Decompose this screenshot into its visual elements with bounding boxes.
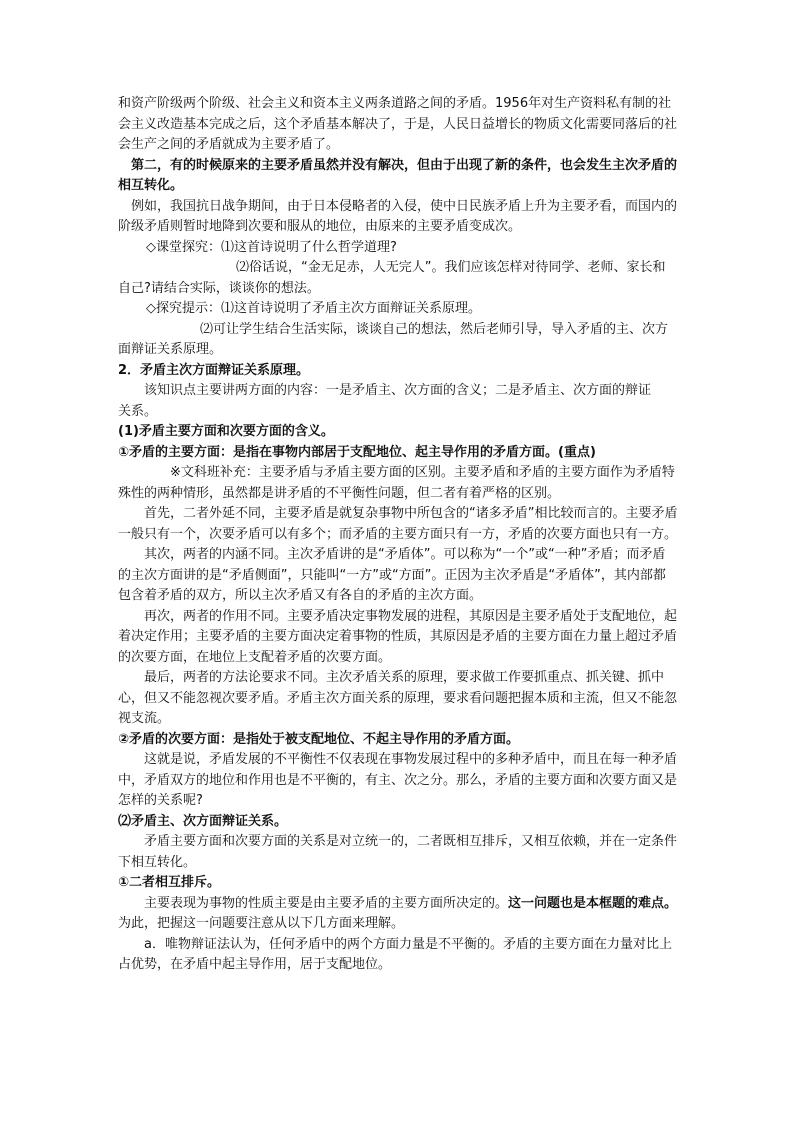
paragraph-heading: 第二，有的时候原来的主要矛盾虽然并没有解决，但由于出现了新的条件，也会发生主次矛盾的相互转化。 (118, 157, 678, 193)
paragraph: a．唯物辩证法认为，任何矛盾中的两个方面力量是不平衡的。矛盾的主要方面在力量对比上占优势，在矛盾中起主导作用，居于支配地位。 (118, 936, 672, 972)
paragraph: 和资产阶级两个阶级、社会主义和资本主义两条道路之间的矛盾。1956年对生产资料私有制的社会主义改造基本完成之后，这个矛盾基本解决了，于是，人民日益增长的物质文化需要同落后的社会生产之间的矛盾就成为主要矛盾了。 (118, 96, 678, 152)
document-page (118, 94, 678, 976)
paragraph: ⑵俗话说，“金无足赤，人无完人”。我们应该怎样对待同学、老师、家长和自己?请结合实际，谈谈你的想法。 (118, 260, 666, 296)
paragraph: 矛盾主要方面和次要方面的关系是对立统一的，二者既相互排斥，又相互依赖，并在一定条件下相互转化。 (118, 834, 678, 870)
paragraph: 首先，二者外延不同，主要矛盾是就复杂事物中所包含的“诸多矛盾”相比较而言的。主要矛盾一般只有一个，次要矛盾可以有多个；而矛盾的主要方面只有一方，矛盾的次要方面也只有一方。 (118, 506, 678, 542)
paragraph-hint: ◇探究提示：⑴这首诗说明了矛盾主次方面辩证关系原理。 (146, 301, 481, 316)
paragraph: 该知识点主要讲两方面的内容：一是矛盾主、次方面的含义；二是矛盾主、次方面的辩证关系。 (118, 383, 652, 419)
emphasis-run: 这一问题也是本框题的难点。 (508, 895, 678, 911)
point-heading: ①二者相互排斥。 (118, 875, 221, 890)
paragraph: 其次，两者的内涵不同。主次矛盾讲的是“矛盾体”。可以称为“一个”或“一种”矛盾；而矛盾的主次方面讲的是“矛盾侧面”，只能叫“一方”或“方面”。正因为主次矛盾是“矛盾体”，其内部都包含着矛盾的双方，所以主次矛盾又有各自的矛盾的主次方面。 (118, 547, 666, 603)
paragraph-mixed (118, 894, 678, 935)
text-run: 主要表现为事物的性质主要是由主要矛盾的主要方面所决定的。 (144, 895, 509, 911)
paragraph: 例如，我国抗日战争期间，由于日本侵略者的入侵，使中日民族矛盾上升为主要矛看，而国内的阶级矛盾则暂时地降到次要和服从的地位，由原来的主要矛盾变成次。 (118, 198, 678, 234)
subsection-heading: ⑵矛盾主、次方面辩证关系。 (118, 813, 288, 829)
definition-heading: ②矛盾的次要方面：是指处于被支配地位、不起主导作用的矛盾方面。 (118, 731, 520, 747)
text-run: 为此，把握这一问题要注意从以下几方面来理解。 (118, 916, 405, 931)
paragraph: ⑵可让学生结合生活实际，谈谈自己的想法，然后老师引导，导入矛盾的主、次方面辩证关系原理。 (118, 321, 669, 357)
subsection-heading: (1)矛盾主要方面和次要方面的含义。 (118, 424, 334, 439)
paragraph: 这就是说，矛盾发展的不平衡性不仅表现在事物发展过程中的多种矛盾中，而且在每一种矛盾中，矛盾双方的地位和作用也是不平衡的，有主、次之分。那么，矛盾的主要方面和次要方面又是怎样的关系呢? (118, 752, 678, 808)
section-heading: 2．矛盾主次方面辩证关系原理。 (118, 362, 310, 378)
paragraph: 最后，两者的方法论要求不同。主次矛盾关系的原理，要求做工作要抓重点、抓关键、抓中心，但又不能忽视次要矛盾。矛盾主次方面关系的原理，要求看问题把握本质和主流，但又不能忽视支流。 (118, 670, 678, 726)
paragraph-explore: ◇课堂探究：⑴这首诗说明了什么哲学道理? (146, 239, 397, 255)
definition-heading: ①矛盾的主要方面：是指在事物内部居于支配地位、起主导作用的矛盾方面。(重点) (118, 444, 596, 460)
paragraph: ※文科班补充：主要矛盾与矛盾主要方面的区别。主要矛盾和矛盾的主要方面作为矛盾特殊性的两种情形，虽然都是讲矛盾的不平衡性问题，但二者有着严格的区别。 (118, 465, 675, 501)
paragraph: 再次，两者的作用不同。主要矛盾决定事物发展的进程，其原因是主要矛盾处于支配地位，起着决定作用；主要矛盾的主要方面决定着事物的性质，其原因是矛盾的主要方面在力量上超过矛盾的次要方面，在地位上支配着矛盾的次要方面。 (118, 608, 678, 665)
